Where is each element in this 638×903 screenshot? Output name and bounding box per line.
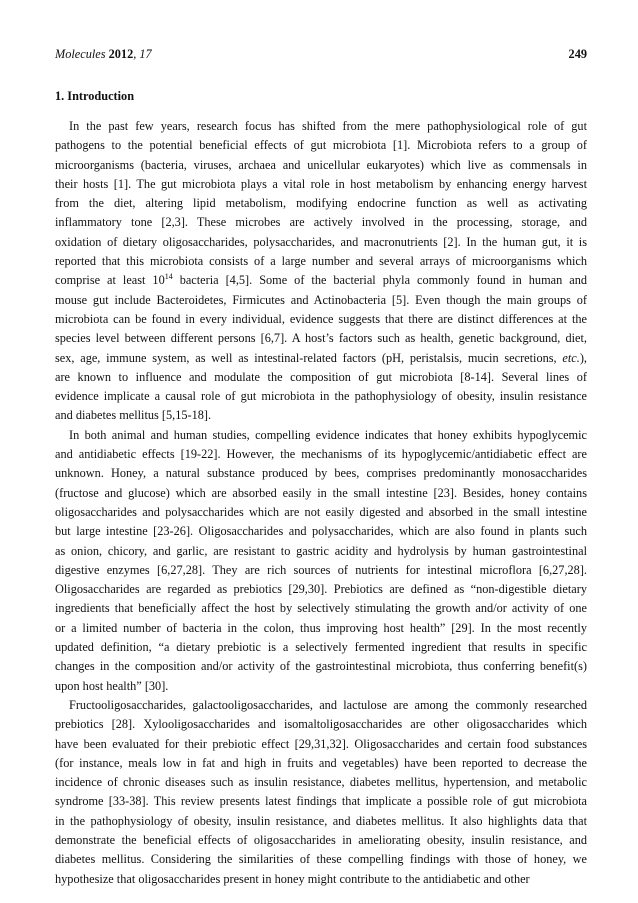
text-line: comprise at least $10^{14}$ bacteria [4,5]. Some of the bacterial phyla commonly found in human and <box>55 272 587 288</box>
article-body <box>55 117 587 889</box>
text-line: are known to influence and modulate the composition of gut microbiota [8-14]. Several lines of <box>55 369 587 384</box>
text-line: and diabetes mellitus [5,15-18]. <box>55 408 212 423</box>
text-line: mouse gut include Bacteroidetes, Firmicutes and Actinobacteria [5]. Even though the main groups of <box>55 292 587 307</box>
section-heading: 1. Introduction <box>55 89 135 103</box>
text-line: evidence implicate a causal role of gut microbiota in the pathophysiology of obesity, insulin resistance <box>55 389 587 404</box>
italic-etc: etc. <box>562 350 580 365</box>
journal-citation: Molecules 2012, 17 <box>55 47 152 61</box>
text-line: hypothesize that oligosaccharides present in honey might contribute to the antidiabetic and other <box>55 871 530 886</box>
text-line: microorganisms (bacteria, viruses, archaea and unicellular eukaryotes) which live as commensals in <box>55 157 587 172</box>
journal-name: Molecules <box>55 47 106 61</box>
text-line: microbiota can be found in every individual, evidence suggests that there are distinct differences at the <box>55 311 587 326</box>
text-line: digestive enzymes [6,27,28]. They are rich sources of nutrients for intestinal microflora [6,27,28]. <box>55 562 587 577</box>
text-line: In both animal and human studies, compelling evidence indicates that honey exhibits hypoglycemic <box>69 427 587 442</box>
text-line: as onion, chicory, and garlic, are resistant to gastric acidity and hydrolysis by human gastrointestinal <box>55 543 587 558</box>
text-line: reported that this microbiota consists of a large number and several arrays of microorganisms which <box>55 254 587 269</box>
text-line: Oligosaccharides are regarded as prebiotics [29,30]. Prebiotics are defined as “non-digestible dietary <box>55 582 587 597</box>
text-line: have been evaluated for their prebiotic effect [29,31,32]. Oligosaccharides and certain food substances <box>55 736 587 751</box>
text-line: species level between different persons [6,7]. A host’s factors such as health, genetic background, diet, <box>55 331 587 346</box>
text-line: In the past few years, research focus has shifted from the mere pathophysiological role of gut <box>69 119 587 133</box>
text-line: but large intestine [23-26]. Oligosaccharides and polysaccharides, which are also found in plants such <box>55 524 587 539</box>
text-line: pathogens to the potential beneficial effects of gut microbiota [1]. Microbiota refers to a group of <box>55 138 587 153</box>
text-line: oxidation of dietary oligosaccharides, polysaccharides, and macronutrients [2]. In the human gut, it is <box>55 234 587 249</box>
superscript-exponent: 14 <box>164 272 173 282</box>
text-line: demonstrate the beneficial effects of oligosaccharides in ameliorating obesity, insulin resistance, and <box>55 832 587 847</box>
text-line: inflammatory tone [2,3]. These microbes are actively involved in the processing, storage, and <box>55 215 587 230</box>
text-line: their hosts [1]. The gut microbiota plays a vital role in host metabolism by enhancing energy harvest <box>55 176 587 191</box>
text-line: unknown. Honey, a natural substance produced by bees, comprises predominantly monosaccharides <box>55 466 587 481</box>
text-line: diabetes mellitus. Considering the similarities of these compelling findings with those of honey, we <box>55 852 587 867</box>
text-line: Fructooligosaccharides, galactooligosaccharides, and lactulose are among the commonly researched <box>69 697 587 712</box>
text-line: oligosaccharides and polysaccharides which are not easily digested and absorbed in the small intestine <box>55 504 587 519</box>
text-line: changes in the composition and/or activity of the gastrointestinal microbiota, thus conferring benefit(s) <box>55 659 587 674</box>
paragraph-3 <box>55 696 587 889</box>
journal-year: 2012 <box>108 47 134 61</box>
text-line: (for instance, meals low in fat and high in fruits and vegetables) have been reported to decrease the <box>55 755 587 770</box>
text-line: incidence of chronic diseases such as insulin resistance, diabetes mellitus, hypertension, and metabolic <box>55 775 587 790</box>
paragraph-1 <box>55 117 587 426</box>
paragraph-2 <box>55 426 587 696</box>
text-line: ingredients that beneficially affect the host by selectively stimulating the growth and/or activity of one <box>55 601 587 616</box>
text-line: prebiotics [28]. Xylooligosaccharides and isomaltoligosaccharides are other oligosaccharides which <box>55 717 587 732</box>
text-line: (fructose and glucose) which are absorbed easily in the small intestine [23]. Besides, honey contains <box>55 485 587 500</box>
text-line: or a limited number of bacteria in the colon, thus improving host health” [29]. In the most recently <box>55 620 587 635</box>
running-header <box>55 46 587 62</box>
text-line: upon host health” [30]. <box>55 678 169 693</box>
text-line: sex, age, immune system, as well as intestinal-related factors (pH, peristalsis, mucin secretions, etc.), <box>55 350 587 365</box>
text-line: in the pathophysiology of obesity, insulin resistance, and diabetes mellitus. It also highlights data that <box>55 813 587 828</box>
text-line: syndrome [33-38]. This review presents latest findings that implicate a possible role of gut microbiota <box>55 794 587 809</box>
text-line: and antidiabetic effects [19-22]. However, the mechanisms of its hypoglycemic/antidiabetic effect are <box>55 447 587 462</box>
text-line: updated definition, “a dietary prebiotic is a selectively fermented ingredient that results in specific <box>55 640 587 655</box>
page-number: 249 <box>568 47 587 61</box>
text-line: from the diet, altering lipid metabolism, modifying endocrine function as well as activating <box>55 196 587 211</box>
journal-volume: 17 <box>139 47 152 61</box>
